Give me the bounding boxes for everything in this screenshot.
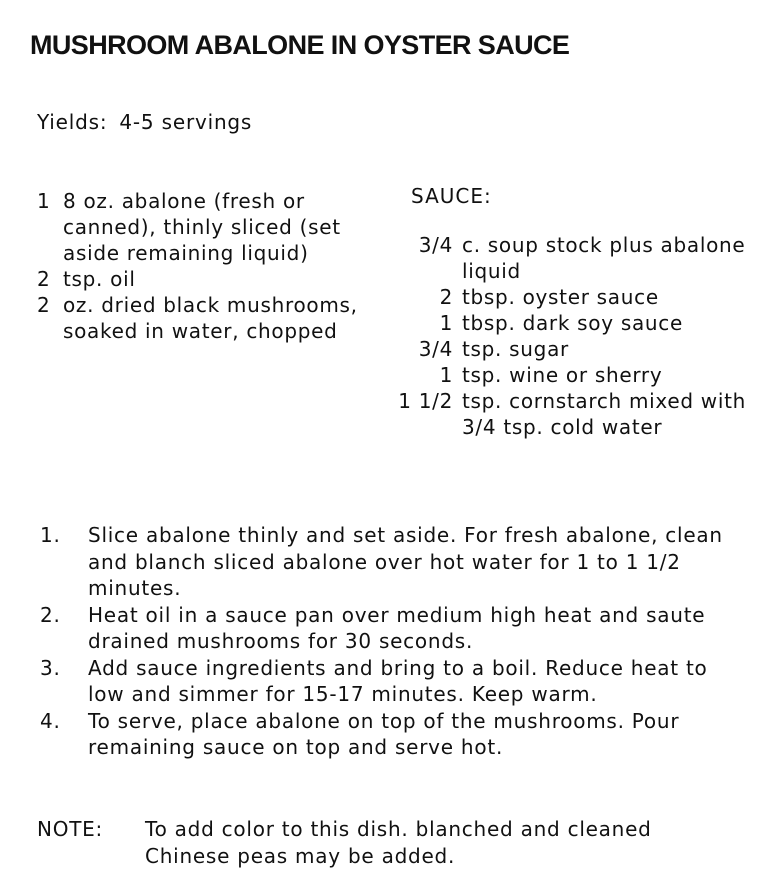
instruction-step [40,522,740,602]
instruction-step [40,602,740,655]
sauce-ingredient-list [375,232,755,440]
step-text: Heat oil in a sauce pan over medium high heat and saute drained mushrooms for 30 seconds. [88,602,706,653]
sauce-quantity: 3/4 [418,337,453,361]
recipe-title: MUSHROOM ABALONE IN OYSTER SAUCE [30,30,570,60]
sauce-text: tsp. wine or sherry [462,363,663,387]
step-number: 3. [40,655,61,680]
sauce-item [375,388,755,440]
sauce-text: tsp. cornstarch mixed with 3/4 tsp. cold water [462,389,747,439]
sauce-item [375,336,755,362]
ingredient-text: tsp. oil [63,267,136,291]
ingredient-item [37,266,377,292]
sauce-text: tsp. sugar [462,337,569,361]
step-number: 2. [40,602,61,627]
sauce-text: tbsp. oyster sauce [462,285,659,309]
ingredient-quantity: 2 [37,267,51,291]
step-text: To serve, place abalone on top of the mushrooms. Pour remaining sauce on top and serve hot. [88,708,680,759]
sauce-item [375,362,755,388]
step-text: Add sauce ingredients and bring to a boil. Reduce heat to low and simmer for 15-17 minutes. Keep warm. [88,655,708,706]
instruction-steps [40,522,740,761]
sauce-item [375,232,755,284]
yields-label: Yields: [37,110,108,134]
note-label: NOTE: [37,817,104,841]
sauce-text: c. soup stock plus abalone liquid [462,233,746,283]
recipe-note [37,816,737,869]
sauce-text: tbsp. dark soy sauce [462,311,683,335]
ingredient-quantity: 1 [37,189,51,213]
step-text: Slice abalone thinly and set aside. For fresh abalone, clean and blanch sliced abalone over hot water for 1 to 1 1/2 minutes. [88,523,723,600]
sauce-heading: SAUCE: [411,184,492,208]
ingredient-text: oz. dried black mushrooms, soaked in water, chopped [63,293,358,343]
ingredient-item [37,292,377,344]
step-number: 4. [40,708,61,733]
instruction-step [40,655,740,708]
sauce-item [375,310,755,336]
sauce-quantity: 1 [439,311,453,335]
sauce-quantity: 1 1/2 [398,389,453,413]
sauce-quantity: 3/4 [418,233,453,257]
sauce-quantity: 1 [439,363,453,387]
instruction-step [40,708,740,761]
ingredient-text: 8 oz. abalone (fresh or canned), thinly sliced (set aside remaining liquid) [63,189,341,265]
ingredient-item [37,188,377,266]
step-number: 1. [40,523,61,547]
sauce-quantity: 2 [439,285,453,309]
ingredient-list [37,188,377,344]
sauce-item [375,284,755,310]
ingredient-quantity: 2 [37,293,51,317]
yields-line [37,108,252,136]
note-text: To add color to this dish. blanched and cleaned Chinese peas may be added. [145,817,652,868]
yields-value: 4-5 servings [119,110,253,134]
